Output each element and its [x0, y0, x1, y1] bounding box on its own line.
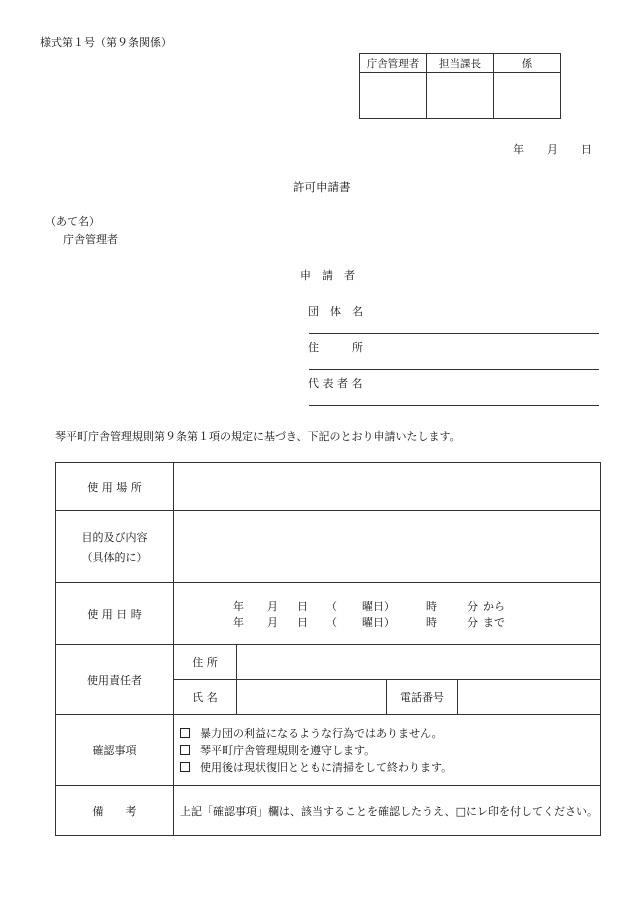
- date-month: 月: [547, 143, 558, 156]
- purpose-label-line2: （具体的に）: [81, 550, 148, 564]
- purpose-label: [56, 511, 174, 583]
- end-to: まで: [483, 615, 505, 629]
- end-hour-unit: 時: [426, 615, 437, 629]
- org-name-field[interactable]: [309, 333, 599, 334]
- confirm-item-text: 暴力団の利益になるような行為ではありません。: [200, 727, 443, 740]
- confirmation-items: [174, 715, 601, 786]
- resp-name-label: 氏 名: [174, 680, 237, 715]
- addressee-label: （あて名）: [45, 215, 100, 228]
- approval-header-manager: 庁舎管理者: [360, 54, 427, 73]
- start-from: から: [483, 599, 505, 613]
- address-field[interactable]: [309, 369, 599, 370]
- confirmation-label: 確認事項: [56, 715, 174, 786]
- approval-header-section-chief: 担当課長: [427, 54, 494, 73]
- place-field[interactable]: [174, 463, 601, 511]
- end-weekday: 曜日）: [362, 615, 395, 629]
- applicant-heading: 申 請 者: [300, 269, 355, 282]
- place-label: 使 用 場 所: [56, 463, 174, 511]
- start-month-unit: 月: [267, 599, 278, 613]
- purpose-field[interactable]: [174, 511, 601, 583]
- resp-phone-label: 電話番号: [387, 680, 458, 715]
- resp-phone-field[interactable]: [458, 680, 601, 715]
- form-number: 様式第１号（第９条関係）: [40, 36, 172, 49]
- end-year-unit: 年: [233, 615, 244, 629]
- approval-stamp-manager[interactable]: [360, 73, 427, 119]
- approval-stamp-section-chief[interactable]: [427, 73, 494, 119]
- start-minute-unit: 分: [467, 599, 478, 613]
- confirm-item-text: 琴平町庁舎管理規則を遵守します。: [200, 744, 376, 757]
- address-label: 住 所: [308, 341, 363, 354]
- document-title: 許可申請書: [293, 180, 351, 194]
- resp-address-field[interactable]: [237, 645, 601, 680]
- application-statement: 琴平町庁舎管理規則第９条第１項の規定に基づき、下記のとおり申請いたします。: [55, 430, 461, 443]
- end-paren: （: [326, 615, 337, 629]
- confirm-item-text: 使用後は現状復旧とともに清掃をして終わります。: [200, 761, 453, 774]
- start-paren: （: [326, 599, 337, 613]
- datetime-end-line: [174, 614, 600, 630]
- end-day-unit: 日: [297, 615, 308, 629]
- responsible-person-label: 使用責任者: [56, 645, 174, 715]
- approval-header-staff: 係: [494, 54, 561, 73]
- remarks-text: 上記「確認事項」欄は、該当することを確認したうえ、□にレ印を付してください。: [174, 786, 601, 836]
- end-minute-unit: 分: [467, 615, 478, 629]
- remarks-label: 備 考: [56, 786, 174, 836]
- datetime-start-line: [174, 598, 600, 614]
- representative-field[interactable]: [309, 405, 599, 406]
- application-form-table: [55, 462, 601, 836]
- start-year-unit: 年: [233, 599, 244, 613]
- datetime-label: 使 用 日 時: [56, 583, 174, 645]
- purpose-label-line1: 目的及び内容: [81, 530, 148, 544]
- start-day-unit: 日: [297, 599, 308, 613]
- confirm-item: [174, 759, 600, 776]
- resp-name-field[interactable]: [237, 680, 387, 715]
- start-hour-unit: 時: [426, 599, 437, 613]
- representative-label: 代 表 者 名: [308, 377, 363, 390]
- confirm-item: [174, 742, 600, 759]
- confirm-item: [174, 725, 600, 742]
- datetime-field[interactable]: [174, 583, 601, 645]
- org-name-label: 団 体 名: [308, 305, 363, 318]
- date-year: 年: [513, 143, 524, 156]
- addressee-name: 庁舎管理者: [63, 233, 118, 246]
- approval-table: [359, 53, 561, 119]
- checkbox[interactable]: [180, 762, 190, 772]
- end-month-unit: 月: [267, 615, 278, 629]
- start-weekday: 曜日）: [362, 599, 395, 613]
- date-day: 日: [581, 143, 592, 156]
- approval-stamp-staff[interactable]: [494, 73, 561, 119]
- resp-address-label: 住 所: [174, 645, 237, 680]
- checkbox[interactable]: [180, 728, 190, 738]
- checkbox[interactable]: [180, 745, 190, 755]
